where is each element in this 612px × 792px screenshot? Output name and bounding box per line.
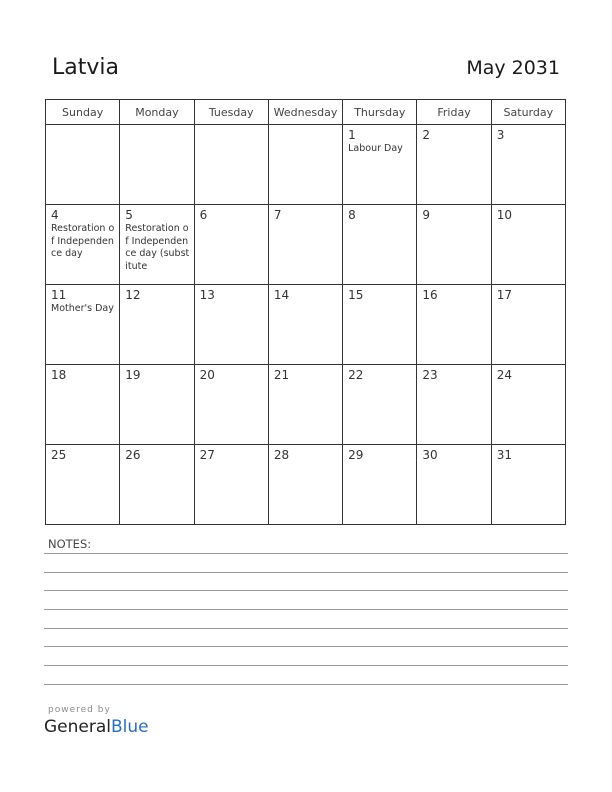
day-cell (268, 125, 342, 205)
day-number: 5 (125, 208, 133, 222)
note-line (44, 646, 568, 647)
week-row (46, 125, 566, 205)
day-cell (268, 365, 342, 445)
note-line (44, 553, 568, 554)
day-cell (194, 285, 268, 365)
day-cell (491, 365, 565, 445)
day-number: 3 (496, 128, 505, 142)
note-line (44, 684, 568, 685)
generalblue-logo (44, 717, 149, 737)
day-number: 21 (273, 368, 290, 382)
day-number: 23 (422, 368, 438, 382)
day-cell (343, 205, 417, 285)
day-number: 31 (496, 448, 512, 462)
day-cell (120, 205, 194, 285)
day-number: 12 (125, 288, 141, 302)
day-number: 29 (348, 448, 364, 462)
holiday-label: Restoration of Independence day (51, 223, 115, 259)
day-number: 20 (199, 368, 215, 382)
day-number: 17 (496, 288, 512, 302)
day-cell (268, 205, 342, 285)
note-line (44, 665, 568, 666)
day-cell (194, 205, 268, 285)
week-row (46, 445, 566, 525)
day-cell (120, 285, 194, 365)
day-number: 2 (422, 128, 431, 142)
day-cell (491, 285, 565, 365)
holiday-label: Restoration of Independence day (substitute (125, 223, 190, 272)
day-number: 28 (273, 448, 290, 462)
week-row (46, 365, 566, 445)
day-cell (120, 365, 194, 445)
day-number: 25 (51, 448, 67, 462)
day-number: 24 (496, 368, 512, 382)
day-number: 4 (51, 208, 59, 222)
note-line (44, 609, 568, 610)
weekday-saturday: Saturday (491, 100, 565, 125)
day-number: 1 (348, 128, 356, 142)
day-cell (417, 445, 491, 525)
note-line (44, 572, 568, 573)
note-line (44, 628, 568, 629)
day-cell (417, 205, 491, 285)
day-cell (194, 445, 268, 525)
day-number: 18 (51, 368, 67, 382)
day-cell (343, 365, 417, 445)
day-cell (268, 285, 342, 365)
day-cell (268, 445, 342, 525)
notes-label: NOTES: (48, 537, 92, 551)
note-line (44, 590, 568, 591)
day-number: 15 (348, 288, 364, 302)
day-number: 26 (125, 448, 141, 462)
day-number: 8 (348, 208, 356, 222)
day-number: 13 (199, 288, 215, 302)
week-row (46, 285, 566, 365)
day-cell (491, 125, 565, 205)
day-number: 30 (422, 448, 438, 462)
week-row (46, 205, 566, 285)
weekday-header-row (46, 100, 566, 125)
day-cell (343, 445, 417, 525)
brand-blue: Blue (111, 717, 149, 737)
day-number: 22 (348, 368, 364, 382)
day-cell (46, 445, 120, 525)
day-cell (120, 445, 194, 525)
day-number: 9 (422, 208, 431, 222)
powered-by-text: powered by (48, 705, 111, 715)
day-number: 27 (199, 448, 215, 462)
day-cell (120, 125, 194, 205)
weekday-friday: Friday (417, 100, 491, 125)
day-cell (491, 205, 565, 285)
day-cell (343, 125, 417, 205)
day-cell (417, 125, 491, 205)
day-cell (46, 365, 120, 445)
day-number: 6 (199, 208, 208, 222)
country-title: Latvia (52, 55, 119, 80)
holiday-label: Labour Day (348, 143, 403, 154)
weekday-thursday: Thursday (343, 100, 417, 125)
day-cell (46, 125, 120, 205)
day-number: 16 (422, 288, 438, 302)
weekday-tuesday: Tuesday (194, 100, 268, 125)
weekday-wednesday: Wednesday (268, 100, 342, 125)
day-cell (46, 205, 120, 285)
weekday-sunday: Sunday (46, 100, 120, 125)
month-year-title: May 2031 (466, 57, 560, 79)
holiday-label: Mother's Day (51, 303, 114, 314)
day-number: 10 (496, 208, 512, 222)
calendar-grid (45, 99, 566, 525)
day-cell (491, 445, 565, 525)
day-cell (417, 285, 491, 365)
day-number: 14 (273, 288, 290, 302)
day-cell (194, 125, 268, 205)
day-cell (343, 285, 417, 365)
day-number: 11 (51, 288, 67, 302)
day-cell (46, 285, 120, 365)
day-number: 7 (273, 208, 282, 222)
weekday-monday: Monday (120, 100, 194, 125)
day-cell (194, 365, 268, 445)
brand-general: General (44, 717, 111, 737)
day-cell (417, 365, 491, 445)
day-number: 19 (125, 368, 141, 382)
